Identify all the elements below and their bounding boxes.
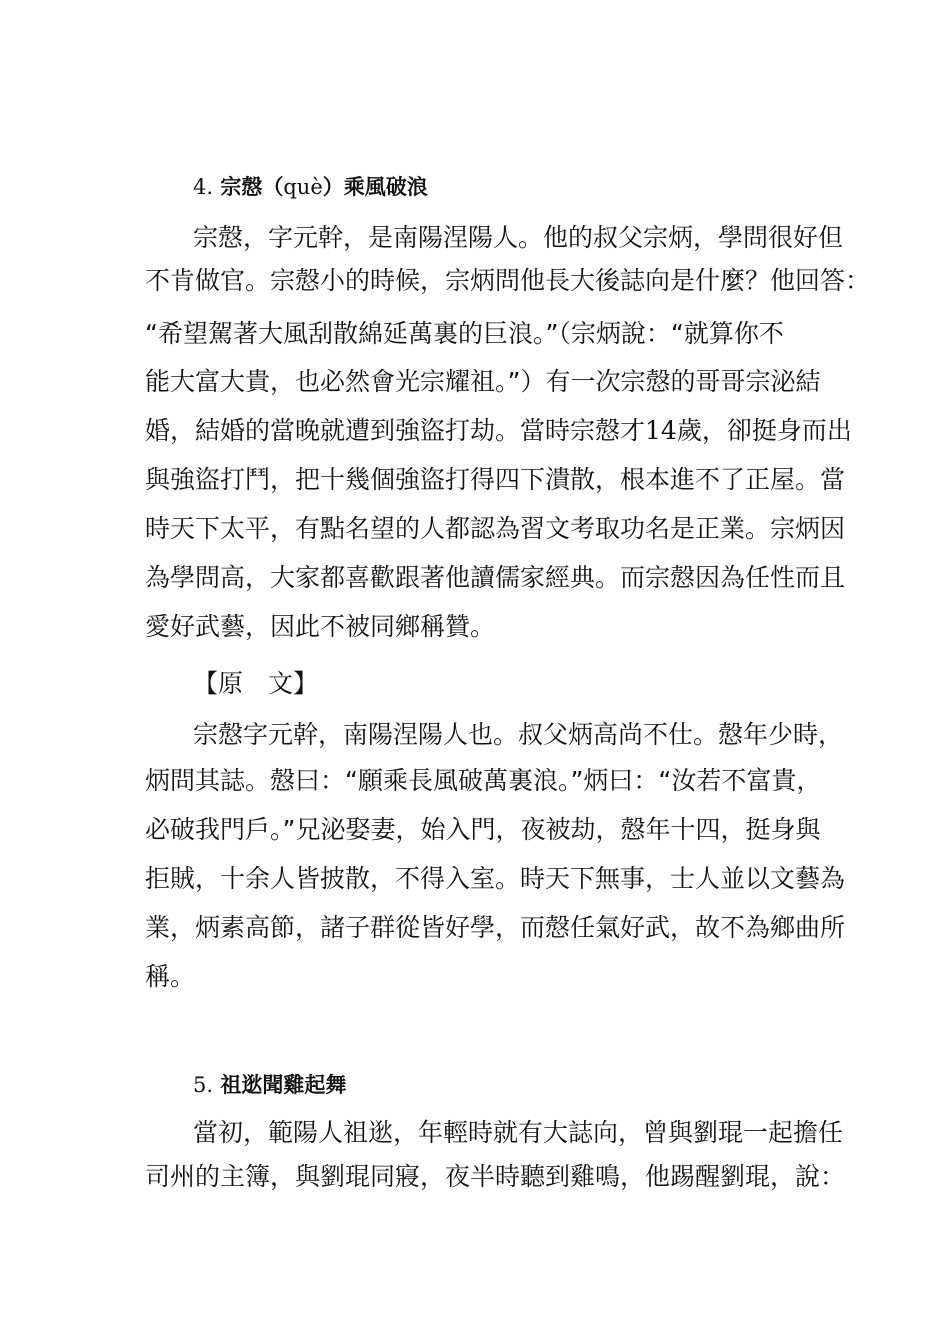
original-line: 宗慤字元幹，南陽涅陽人也。叔父炳高尚不仕。慤年少時， (193, 720, 844, 749)
paragraph-line-part: 歲，卻挺身而出 (676, 416, 852, 445)
paragraph-line: 司州的主簿，與劉琨同寢，夜半時聽到雞鳴，他踢醒劉琨，說： (145, 1162, 846, 1191)
original-line: 業，炳素高節，諸子群從皆好學，而慤任氣好武，故不為鄉曲所 (145, 913, 846, 942)
section-4-number: 4. (193, 175, 214, 199)
paragraph-line: 當初，範陽人祖逖，年輕時就有大誌向，曾與劉琨一起擔任 (193, 1118, 844, 1147)
section-4-heading (193, 172, 428, 202)
section-5-title: 祖逖聞雞起舞 (220, 1073, 347, 1097)
section-4-name: 宗慤 (220, 175, 263, 199)
paragraph-line: 不肯做官。宗慤小的時候，宗炳問他長大後誌向是什麼？他回答： (145, 266, 871, 295)
section-4-paren-close: ） (322, 175, 344, 199)
original-line: 必破我門戶。”兄泌娶妻，始入門，夜被劫，慤年十四，挺身與 (145, 815, 821, 844)
section-4-pinyin: què (283, 175, 323, 199)
age-number: 14 (645, 416, 677, 445)
section-5-number: 5. (193, 1073, 214, 1097)
paragraph-line: 為學問高，大家都喜歡跟著他讀儒家經典。而宗慤因為任性而且 (145, 563, 846, 592)
original-line: 拒賊，十余人皆披散，不得入室。時天下無事，士人並以文藝為 (145, 864, 846, 893)
original-line: 炳問其誌。慤曰：“願乘長風破萬裏浪。”炳曰：“汝若不富貴， (145, 766, 822, 795)
section-4-paren-open: （ (262, 175, 284, 199)
paragraph-line (145, 416, 852, 446)
paragraph-line: 時天下太平，有點名望的人都認為習文考取功名是正業。宗炳因 (145, 514, 846, 543)
paragraph-line: “希望駕著大風刮散綿延萬裏的巨浪。”（宗炳說：“就算你不 (145, 319, 784, 348)
paragraph-line: 愛好武藝，因此不被同鄉稱贊。 (145, 612, 496, 641)
paragraph-line: 宗慤，字元幹，是南陽涅陽人。他的叔父宗炳，學問很好但 (193, 223, 844, 252)
paragraph-line-part: 婚，結婚的當晚就遭到強盜打劫。當時宗慤才 (145, 416, 646, 445)
original-text-label: 【原 文】 (193, 669, 319, 698)
section-4-title-rest: 乘風破浪 (343, 175, 428, 199)
paragraph-line: 與強盜打鬥，把十幾個強盜打得四下潰散，根本進不了正屋。當 (145, 465, 846, 494)
section-5-heading (193, 1070, 346, 1100)
original-line: 稱。 (145, 962, 196, 991)
paragraph-line: 能大富大貴，也必然會光宗耀祖。”）有一次宗慤的哥哥宗泌結 (145, 367, 821, 396)
